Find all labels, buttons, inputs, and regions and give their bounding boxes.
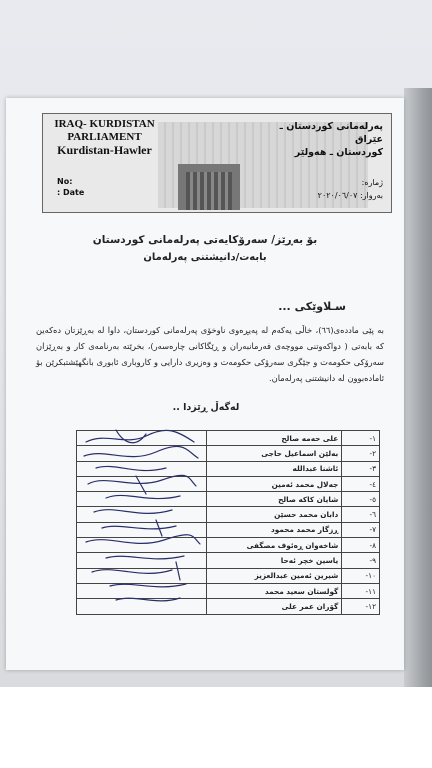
signatory-name: یاسین خچر ئەحا xyxy=(206,553,342,568)
signature-cell xyxy=(77,583,207,598)
number-label: No: xyxy=(57,177,73,186)
signatory-row xyxy=(77,599,380,614)
signatory-number: -٩ xyxy=(342,553,380,568)
letter-body: بە پێی ماددەی(٦٦)، خاڵی یەکەم لە پەیڕەوی ناوخۆی پەرلەمانی کوردستان، داوا لە بەڕێزتان دەکەین کە بابەتی ( دواکەوتنی مووچەی فەرمانبەران و ڕێگاکانی چارەسەر)، بخرێتە بەرنامەی کار و بەڕێزان سەرۆکی حکومەت و جێگری سەرۆکی حکومەت و وەزیری دارایی و کاروباری ئابوری بانگهێشتبکرێن بۆ ئامادەبوون لە دانیشتنی پەرلەمان. xyxy=(36,325,384,383)
signatory-number: -٣ xyxy=(342,461,380,476)
signature-cell xyxy=(77,507,207,522)
signatory-row xyxy=(77,476,380,491)
letterhead-country: IRAQ- KURDISTAN xyxy=(54,118,155,130)
letterhead-kurdish-title: پەرلەمانی کوردستان ـ عێراق xyxy=(279,121,383,145)
signatory-number: -٨ xyxy=(342,538,380,553)
signatory-name: گولستان سعید محمد xyxy=(206,583,342,598)
letterhead-kurdish xyxy=(263,120,383,159)
signatory-name: بەلێن اسماعیل حاجی xyxy=(206,446,342,461)
signature-cell xyxy=(77,553,207,568)
letterhead-number-date xyxy=(57,176,84,198)
letterhead-parliament: PARLIAMENT xyxy=(67,131,142,143)
signatory-number: -١١ xyxy=(342,583,380,598)
signatory-number: -١٢ xyxy=(342,599,380,614)
signatory-name: شاخەوان ڕەئوف مصگفی xyxy=(206,538,342,553)
greeting: سـلاوێکی ... xyxy=(278,300,346,313)
subject-line: بابەت/دانیشتنی پەرلەمان xyxy=(143,252,267,263)
signatory-row xyxy=(77,492,380,507)
signatory-row xyxy=(77,446,380,461)
building-entrance-image xyxy=(178,164,240,210)
signatory-number: -٧ xyxy=(342,522,380,537)
signatory-row xyxy=(77,522,380,537)
letterhead-kurdish-subtitle: کوردستان ـ هەولێر xyxy=(294,147,383,158)
signatory-name: علی حەمە صالح xyxy=(206,431,342,446)
signatory-number: -٥ xyxy=(342,492,380,507)
recipient-line: بۆ بەڕێز/ سەرۆکایەتی پەرلەمانی کوردستان xyxy=(92,234,318,246)
paper-stack-edge xyxy=(404,88,432,688)
letterhead-english xyxy=(47,118,162,157)
signature-cell xyxy=(77,476,207,491)
signature-cell xyxy=(77,568,207,583)
signatory-name: ڕزگار محمد محمود xyxy=(206,522,342,537)
signatory-number: -٤ xyxy=(342,476,380,491)
signatory-row xyxy=(77,461,380,476)
signatory-row xyxy=(77,538,380,553)
signatory-number: -١ xyxy=(342,431,380,446)
letter-page xyxy=(6,98,404,670)
signatory-number: -٦ xyxy=(342,507,380,522)
signatory-row xyxy=(77,553,380,568)
kurdish-number-label: ژمارە: xyxy=(361,178,383,187)
signatory-name: شیرین ئەمین عبدالعزیز xyxy=(206,568,342,583)
signature-cell xyxy=(77,522,207,537)
signature-cell xyxy=(77,492,207,507)
signature-cell xyxy=(77,446,207,461)
signatory-name: جەلال محمد ئەمین xyxy=(206,476,342,491)
signature-cell xyxy=(77,599,207,614)
signatory-name: دابان محمد حسێن xyxy=(206,507,342,522)
signatory-row xyxy=(77,507,380,522)
date-label: : Date xyxy=(57,188,85,197)
signature-cell xyxy=(77,538,207,553)
signatories-table xyxy=(76,430,380,615)
letterhead-kurdish-number-date xyxy=(318,176,383,202)
signature-cell xyxy=(77,461,207,476)
letterhead-city: Kurdistan-Hawler xyxy=(57,143,152,157)
signatory-number: -٢ xyxy=(342,446,380,461)
signatory-row xyxy=(77,568,380,583)
kurdish-date: بەروار: ٢٠٢٠/٠٦/٠٧ xyxy=(317,191,383,200)
signatory-number: -١٠ xyxy=(342,568,380,583)
signatory-name: شایان کاکە صالح xyxy=(206,492,342,507)
signatory-row xyxy=(77,431,380,446)
signatory-row xyxy=(77,583,380,598)
signatory-name: ئاشنا عبدالله xyxy=(206,461,342,476)
bottom-margin xyxy=(0,687,432,768)
signature-cell xyxy=(77,431,207,446)
parliament-letterhead xyxy=(42,113,392,213)
signatory-name: گۆران عمر علی xyxy=(206,599,342,614)
closing-regards: لەگەڵ ڕێزدا .. xyxy=(172,402,240,413)
